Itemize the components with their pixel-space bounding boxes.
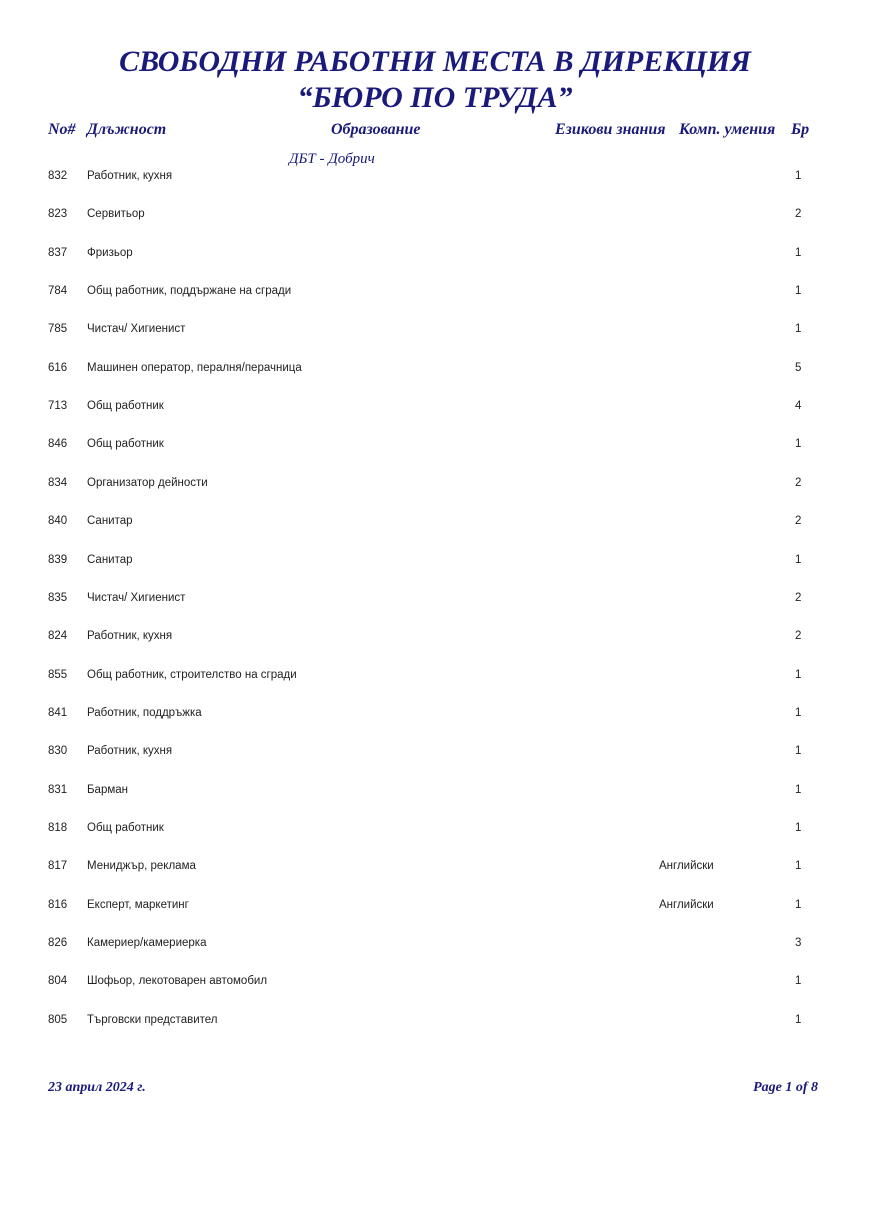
row-number: 841 <box>48 707 68 719</box>
row-position: Работник, поддръжка <box>87 707 202 719</box>
row-number: 824 <box>48 630 68 642</box>
row-count: 1 <box>795 784 802 796</box>
row-position: Машинен оператор, пералня/перачница <box>87 362 302 374</box>
row-position: Работник, кухня <box>87 745 173 757</box>
header-position: Длъжност <box>87 121 167 138</box>
row-count: 1 <box>795 438 802 450</box>
row-number: 785 <box>48 323 68 335</box>
row-count: 2 <box>795 477 802 489</box>
row-number: 818 <box>48 822 68 834</box>
row-position: Барман <box>87 784 128 796</box>
table-row <box>0 743 870 759</box>
row-position: Общ работник <box>87 400 164 412</box>
table-row <box>0 705 870 721</box>
footer-date: 23 април 2024 г. <box>48 1080 146 1095</box>
table-row <box>0 475 870 491</box>
table-row <box>0 897 870 913</box>
table-row <box>0 552 870 568</box>
row-number: 830 <box>48 745 68 757</box>
row-position: Мениджър, реклама <box>87 860 196 872</box>
footer-page-number: Page 1 of 8 <box>753 1080 818 1095</box>
row-number: 834 <box>48 477 68 489</box>
row-number: 616 <box>48 362 68 374</box>
row-position: Чистач/ Хигиенист <box>87 323 186 335</box>
row-count: 1 <box>795 707 802 719</box>
row-count: 1 <box>795 899 802 911</box>
row-count: 1 <box>795 323 802 335</box>
row-number: 837 <box>48 247 68 259</box>
row-position: Експерт, маркетинг <box>87 899 189 911</box>
row-number: 805 <box>48 1014 68 1026</box>
row-number: 816 <box>48 899 68 911</box>
row-count: 5 <box>795 362 802 374</box>
table-row <box>0 436 870 452</box>
row-number: 840 <box>48 515 68 527</box>
table-row <box>0 667 870 683</box>
header-count: Бр <box>791 121 810 138</box>
row-count: 2 <box>795 515 802 527</box>
row-count: 1 <box>795 1014 802 1026</box>
table-row <box>0 283 870 299</box>
row-count: 4 <box>795 400 802 412</box>
table-row <box>0 590 870 606</box>
header-no: No# <box>48 121 76 138</box>
table-row <box>0 858 870 874</box>
header-education: Образование <box>331 121 421 138</box>
row-position: Общ работник <box>87 822 164 834</box>
table-row <box>0 935 870 951</box>
table-row <box>0 245 870 261</box>
document-subtitle: “БЮРО ПО ТРУДА” <box>297 81 573 114</box>
row-count: 1 <box>795 975 802 987</box>
row-count: 1 <box>795 170 802 182</box>
header-languages: Езикови знания <box>555 121 666 138</box>
row-position: Организатор дейности <box>87 477 208 489</box>
row-position: Общ работник <box>87 438 164 450</box>
row-count: 1 <box>795 860 802 872</box>
row-position: Санитар <box>87 554 133 566</box>
row-number: 713 <box>48 400 68 412</box>
row-count: 1 <box>795 285 802 297</box>
table-row <box>0 321 870 337</box>
row-position: Чистач/ Хигиенист <box>87 592 186 604</box>
row-position: Камериер/камериерка <box>87 937 207 949</box>
row-number: 823 <box>48 208 68 220</box>
table-row <box>0 782 870 798</box>
table-row <box>0 513 870 529</box>
row-position: Общ работник, строителство на сгради <box>87 669 297 681</box>
table-row <box>0 973 870 989</box>
row-count: 1 <box>795 745 802 757</box>
row-number: 846 <box>48 438 68 450</box>
row-position: Сервитьор <box>87 208 145 220</box>
row-number: 804 <box>48 975 68 987</box>
row-number: 839 <box>48 554 68 566</box>
row-count: 2 <box>795 592 802 604</box>
row-position: Работник, кухня <box>87 170 173 182</box>
table-row <box>0 1012 870 1028</box>
row-count: 1 <box>795 554 802 566</box>
row-number: 831 <box>48 784 68 796</box>
document-title: СВОБОДНИ РАБОТНИ МЕСТА В ДИРЕКЦИЯ <box>119 45 751 78</box>
table-row <box>0 206 870 222</box>
row-number: 835 <box>48 592 68 604</box>
row-count: 3 <box>795 937 802 949</box>
row-position: Общ работник, поддържане на сгради <box>87 285 292 297</box>
row-position: Търговски представител <box>87 1014 218 1026</box>
row-count: 1 <box>795 669 802 681</box>
row-count: 2 <box>795 630 802 642</box>
table-row <box>0 398 870 414</box>
row-count: 1 <box>795 247 802 259</box>
row-position: Работник, кухня <box>87 630 173 642</box>
header-computer-skills: Комп. умения <box>679 121 776 138</box>
row-count: 1 <box>795 822 802 834</box>
group-label: ДБТ - Добрич <box>289 151 375 167</box>
row-position: Шофьор, лекотоварен автомобил <box>87 975 268 987</box>
row-number: 784 <box>48 285 68 297</box>
row-number: 817 <box>48 860 68 872</box>
table-row <box>0 628 870 644</box>
row-number: 832 <box>48 170 68 182</box>
table-row <box>0 168 870 184</box>
row-number: 826 <box>48 937 68 949</box>
row-count: 2 <box>795 208 802 220</box>
row-languages: Английски <box>659 860 714 872</box>
row-number: 855 <box>48 669 68 681</box>
row-languages: Английски <box>659 899 714 911</box>
table-row <box>0 360 870 376</box>
row-position: Санитар <box>87 515 133 527</box>
row-position: Фризьор <box>87 247 133 259</box>
table-row <box>0 820 870 836</box>
